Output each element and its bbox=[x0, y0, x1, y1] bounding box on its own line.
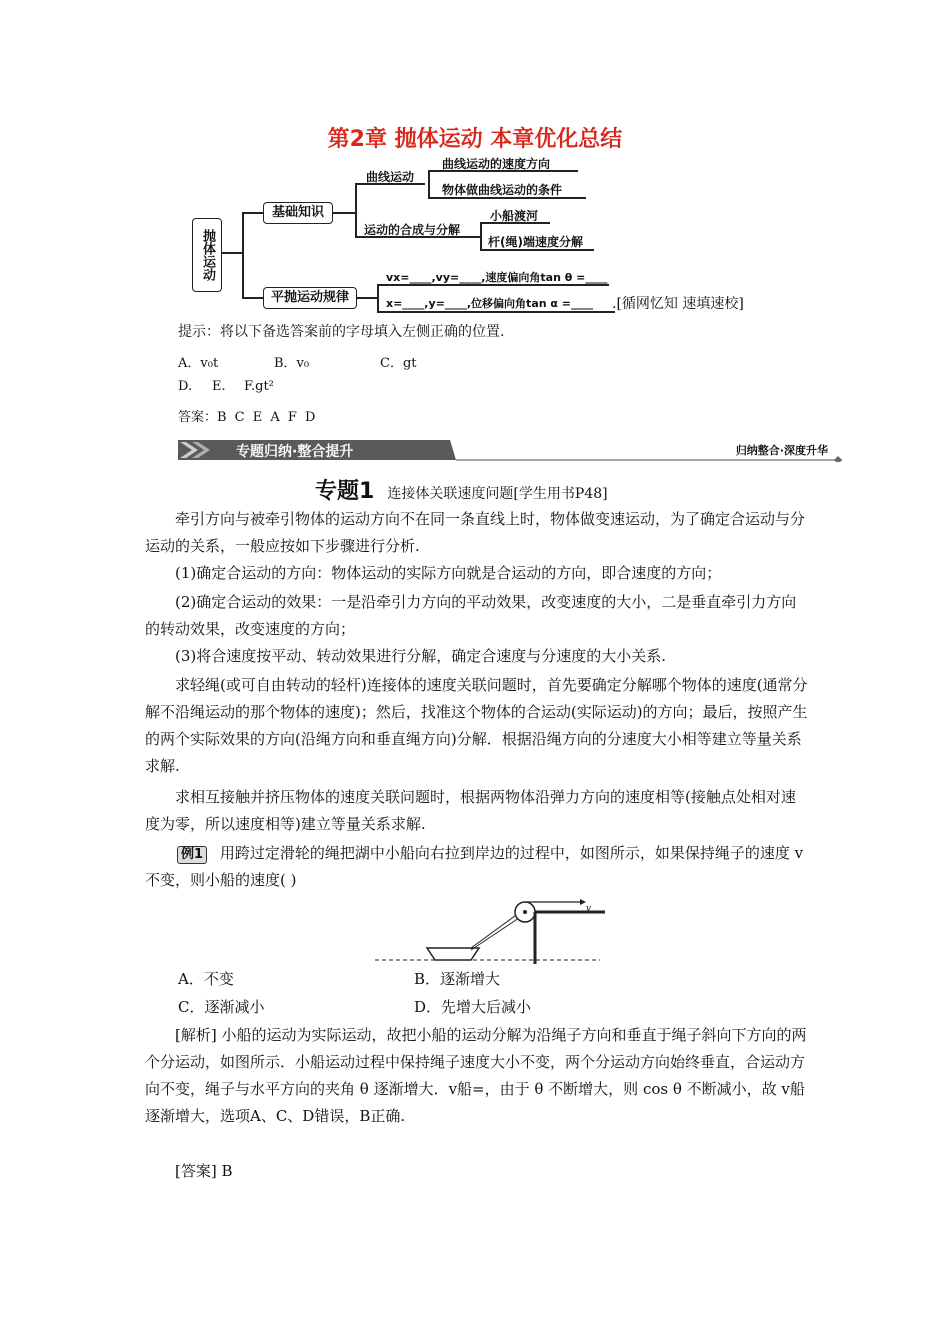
connector bbox=[377, 311, 615, 313]
option-f: F.gt² bbox=[244, 379, 274, 394]
answer-text: [答案] B bbox=[175, 1162, 233, 1180]
topic-title: 连接体关联速度问题[学生用书P48] bbox=[387, 486, 608, 502]
topic-number: 专题1 bbox=[315, 479, 375, 504]
mindmap-composition: 运动的合成与分解 bbox=[364, 223, 461, 237]
mindmap-curve-motion: 曲线运动 bbox=[366, 170, 415, 184]
mindmap-side-note: .[循网忆知 速填速校] bbox=[612, 296, 744, 312]
connector bbox=[242, 212, 264, 214]
paragraph: (3)将合速度按平动、转动效果进行分解，确定合速度与分速度的大小关系. bbox=[175, 647, 667, 665]
example-block bbox=[145, 840, 810, 894]
connector bbox=[222, 252, 242, 254]
figure-velocity-label: v bbox=[586, 904, 592, 914]
paragraph: 求相互接触并挤压物体的速度关联问题时，根据两物体沿弹力方向的速度相等(接触点处相对速度为零，所以速度相等)建立等量关系求解. bbox=[145, 788, 796, 833]
connector bbox=[242, 297, 264, 299]
page-title: 第2章 抛体运动 本章优化总结 bbox=[327, 127, 623, 152]
option-e: E. bbox=[212, 379, 226, 394]
choice-a: A．不变 bbox=[178, 970, 234, 988]
mindmap-root: 抛体运动 bbox=[192, 218, 222, 292]
topic-heading bbox=[315, 474, 608, 505]
connector bbox=[480, 222, 482, 250]
connector bbox=[357, 297, 377, 299]
paragraph: (2)确定合运动的效果：一是沿牵引力方向的平动效果，改变速度的大小，二是垂直牵引力方向的转动效果，改变速度的方向； bbox=[145, 593, 797, 638]
answer-line: 答案：B C E A F D bbox=[178, 410, 316, 425]
connector bbox=[355, 183, 357, 237]
mindmap-leaf: 物体做曲线运动的条件 bbox=[442, 183, 563, 197]
connector bbox=[242, 212, 244, 298]
choice-c: C．逐渐减小 bbox=[178, 998, 265, 1016]
example-text: 用跨过定滑轮的绳把湖中小船向右拉到岸边的过程中，如图所示，如果保持绳子的速度 v 不变，则小船的速度( ) bbox=[145, 844, 804, 889]
connector bbox=[333, 212, 355, 214]
paragraph: (1)确定合运动的方向：物体运动的实际方向就是合运动的方向，即合速度的方向； bbox=[175, 564, 722, 582]
mindmap-branch-basic: 基础知识 bbox=[263, 202, 333, 224]
paragraph: 牵引方向与被牵引物体的运动方向不在同一条直线上时，物体做变速运动，为了确定合运动与分运动的关系，一般应按如下步骤进行分析. bbox=[145, 510, 806, 555]
paragraph: 求轻绳(或可自由转动的轻杆)连接体的速度关联问题时，首先要确定分解哪个物体的速度(通常分解不沿绳运动的那个物体的速度)；然后，找准这个物体的合运动(实际运动)的方向；最后，按照产生的两个实际效果的方向(沿绳方向和垂直绳方向)分解．根据沿绳方向的分速度大小相等建立等量关系求解. bbox=[145, 676, 808, 775]
connector bbox=[428, 170, 430, 198]
option-b: B．v₀ bbox=[274, 356, 310, 371]
option-a: A．v₀t bbox=[178, 356, 219, 371]
section-banner bbox=[178, 438, 842, 462]
choice-b: B．逐渐增大 bbox=[414, 970, 501, 988]
mindmap-leaf: 曲线运动的速度方向 bbox=[442, 157, 551, 171]
banner-left-label: 专题归纳·整合提升 bbox=[236, 444, 354, 460]
example-tag: 例1 bbox=[177, 846, 207, 864]
mindmap-formula-velocity: vx=____,vy=____,速度偏向角tan θ =____ bbox=[386, 271, 608, 284]
option-c: C．gt bbox=[380, 356, 417, 371]
pulley-figure bbox=[375, 898, 615, 968]
option-d: D. bbox=[178, 379, 193, 394]
mindmap-leaf: 小船渡河 bbox=[490, 209, 539, 223]
connector bbox=[377, 284, 379, 312]
mindmap-leaf: 杆(绳)端速度分解 bbox=[488, 235, 583, 249]
choice-d: D．先增大后减小 bbox=[414, 998, 532, 1016]
banner-right-label: 归纳整合·深度升华 bbox=[735, 444, 828, 457]
analysis-text: [解析] 小船的运动为实际运动，故把小船的运动分解为沿绳子方向和垂直于绳子斜向下方向的两个分运动，如图所示．小船运动过程中保持绳子速度大小不变，两个分运动方向始终垂直，合运动方向不变，绳子与水平方向的夹角 θ 逐渐增大．v船=，由于 θ 不断增大，则 cos θ 不断减小，故 v船逐渐增大，选项A、C、D错误，B正确. bbox=[145, 1026, 807, 1125]
mindmap-formula-displacement: x=____,y=____,位移偏向角tan α =____ bbox=[386, 297, 594, 310]
mindmap-branch-projectile: 平抛运动规律 bbox=[263, 287, 357, 309]
hint-text: 提示：将以下备选答案前的字母填入左侧正确的位置. bbox=[178, 324, 505, 340]
